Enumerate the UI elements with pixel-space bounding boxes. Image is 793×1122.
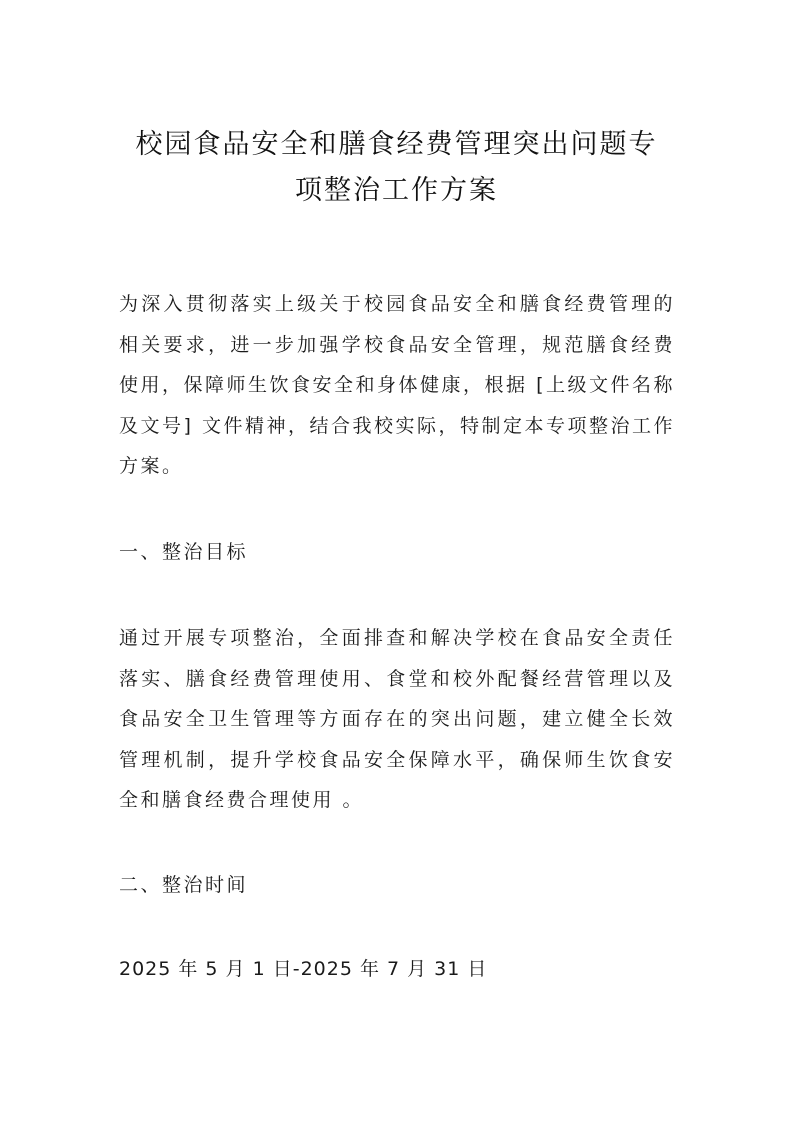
document-title-line-2: 项整治工作方案 [295, 175, 498, 206]
intro-paragraph: 为深入贯彻落实上级关于校园食品安全和膳食经费管理的相关要求，进一步加强学校食品安全管理，规范膳食经费使用，保障师生饮食安全和身体健康，根据 [上级文件名称及文号] 文件精神，结合我校实际，特制定本专项整治工作方案。 [119, 293, 675, 477]
section-body-time: 2025 年 5 月 1 日-2025 年 7 月 31 日 [119, 958, 488, 980]
section-body-goals: 通过开展专项整治，全面排查和解决学校在食品安全责任落实、膳食经费管理使用、食堂和校外配餐经营管理以及食品安全卫生管理等方面存在的突出问题，建立健全长效管理机制，提升学校食品安全保障水平，确保师生饮食安全和膳食经费合理使用 。 [119, 627, 675, 811]
section-heading-time: 二、整治时间 [119, 874, 249, 896]
document-title-line-1: 校园食品安全和膳食经费管理突出问题专 [135, 129, 658, 160]
section-heading-goals: 一、整治目标 [119, 541, 249, 563]
